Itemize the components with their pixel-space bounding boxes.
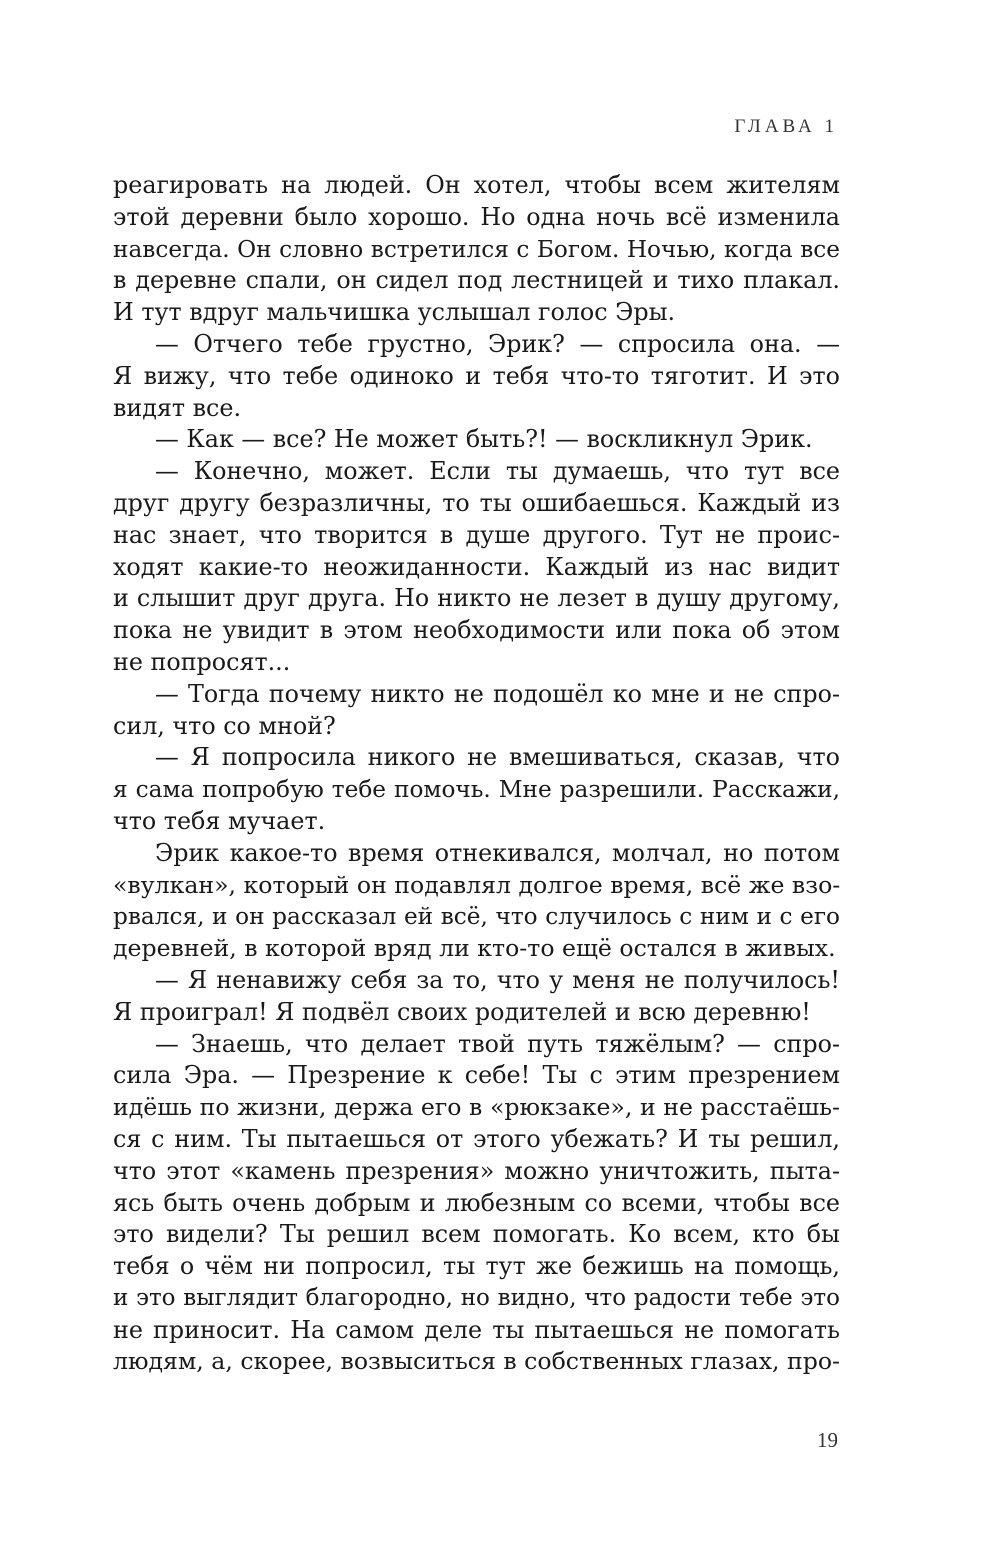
text-line: я сама попробую тебе помочь. Мне разрешили. Расскажи,: [113, 776, 840, 804]
text-line: в деревне спали, он сидел под лестницей и тихо плакал.: [113, 266, 840, 295]
text-line: «вулкан», который он подавлял долгое время, всё же взо-: [113, 870, 841, 899]
text-line: ходят какие-то неожиданности. Каждый из нас видит: [113, 552, 840, 581]
text-line: не попросят...: [113, 647, 291, 676]
text-line: не приносит. На самом деле ты пытаешься не помогать: [113, 1315, 840, 1344]
text-line: и это выглядит благородно, но видно, что радости тебе это: [113, 1284, 840, 1311]
text-line: этой деревни было хорошо. Но одна ночь всё изменила: [113, 202, 840, 231]
text-line: — Знаешь, что делает твой путь тяжёлым? — спро-: [155, 1029, 840, 1058]
text-line: это видели? Ты решил всем помогать. Ко всем, кто бы: [113, 1220, 840, 1249]
text-line: людям, а, скорее, возвыситься в собственных глазах, про-: [113, 1347, 841, 1376]
text-line: — Я ненавижу себя за то, что у меня не получилось!: [155, 965, 840, 994]
text-line: И тут вдруг мальчишка услышал голос Эры.: [113, 298, 676, 327]
text-line: пока не увидит в этом необходимости или пока об этом: [113, 616, 840, 645]
text-line: и слышит друг друга. Но никто не лезет в душу другому,: [113, 584, 840, 613]
text-line: деревней, в которой вряд ли кто-то ещё остался в живых.: [113, 934, 836, 963]
text-line: идёшь по жизни, держа его в «рюкзаке», и не расстаёшь-: [113, 1093, 840, 1122]
text-line: — Отчего тебе грустно, Эрик? — спросила она. —: [155, 329, 840, 358]
text-line: тебя о чём ни попросил, ты тут же бежишь на помощь,: [113, 1252, 840, 1281]
text-line: что этот «камень презрения» можно уничтожить, пыта-: [113, 1156, 840, 1185]
text-line: сил, что со мной?: [113, 711, 336, 740]
text-line: — Тогда почему никто не подошёл ко мне и не спро-: [155, 679, 840, 708]
text-line: Эрик какое-то время отнекивался, молчал, но потом: [155, 838, 840, 867]
text-line: — Я попросила никого не вмешиваться, сказав, что: [155, 743, 840, 772]
text-line: Я проиграл! Я подвёл своих родителей и всю деревню!: [113, 997, 811, 1026]
text-line: — Как — все? Не может быть?! — воскликнул Эрик.: [155, 425, 813, 454]
page-number: 19: [817, 1428, 838, 1452]
text-line: ясь быть очень добрым и любезным со всеми, чтобы все: [113, 1188, 840, 1217]
running-head: ГЛАВА 1: [734, 116, 838, 137]
text-line: сила Эра. — Презрение к себе! Ты с этим презрением: [113, 1061, 840, 1090]
text-line: — Конечно, может. Если ты думаешь, что тут все: [155, 457, 840, 486]
text-line: реагировать на людей. Он хотел, чтобы всем жителям: [113, 171, 840, 199]
text-line: видят все.: [113, 393, 242, 422]
text-line: Я вижу, что тебе одиноко и тебя что-то тяготит. И это: [113, 361, 840, 390]
body-text: [113, 170, 840, 1378]
text-line: что тебя мучает.: [113, 806, 326, 835]
text-line: навсегда. Он словно встретился с Богом. Ночью, когда все: [113, 235, 840, 263]
text-line: рвался, и он рассказал ей всё, что случилось с ним и с его: [113, 903, 840, 931]
text-line: нас знает, что творится в душе другого. Тут не проис-: [113, 520, 840, 549]
text-line: друг другу безразличны, то ты ошибаешься. Каждый из: [113, 488, 840, 517]
text-line: ся с ним. Ты пытаешься от этого убежать? И ты решил,: [113, 1124, 840, 1153]
